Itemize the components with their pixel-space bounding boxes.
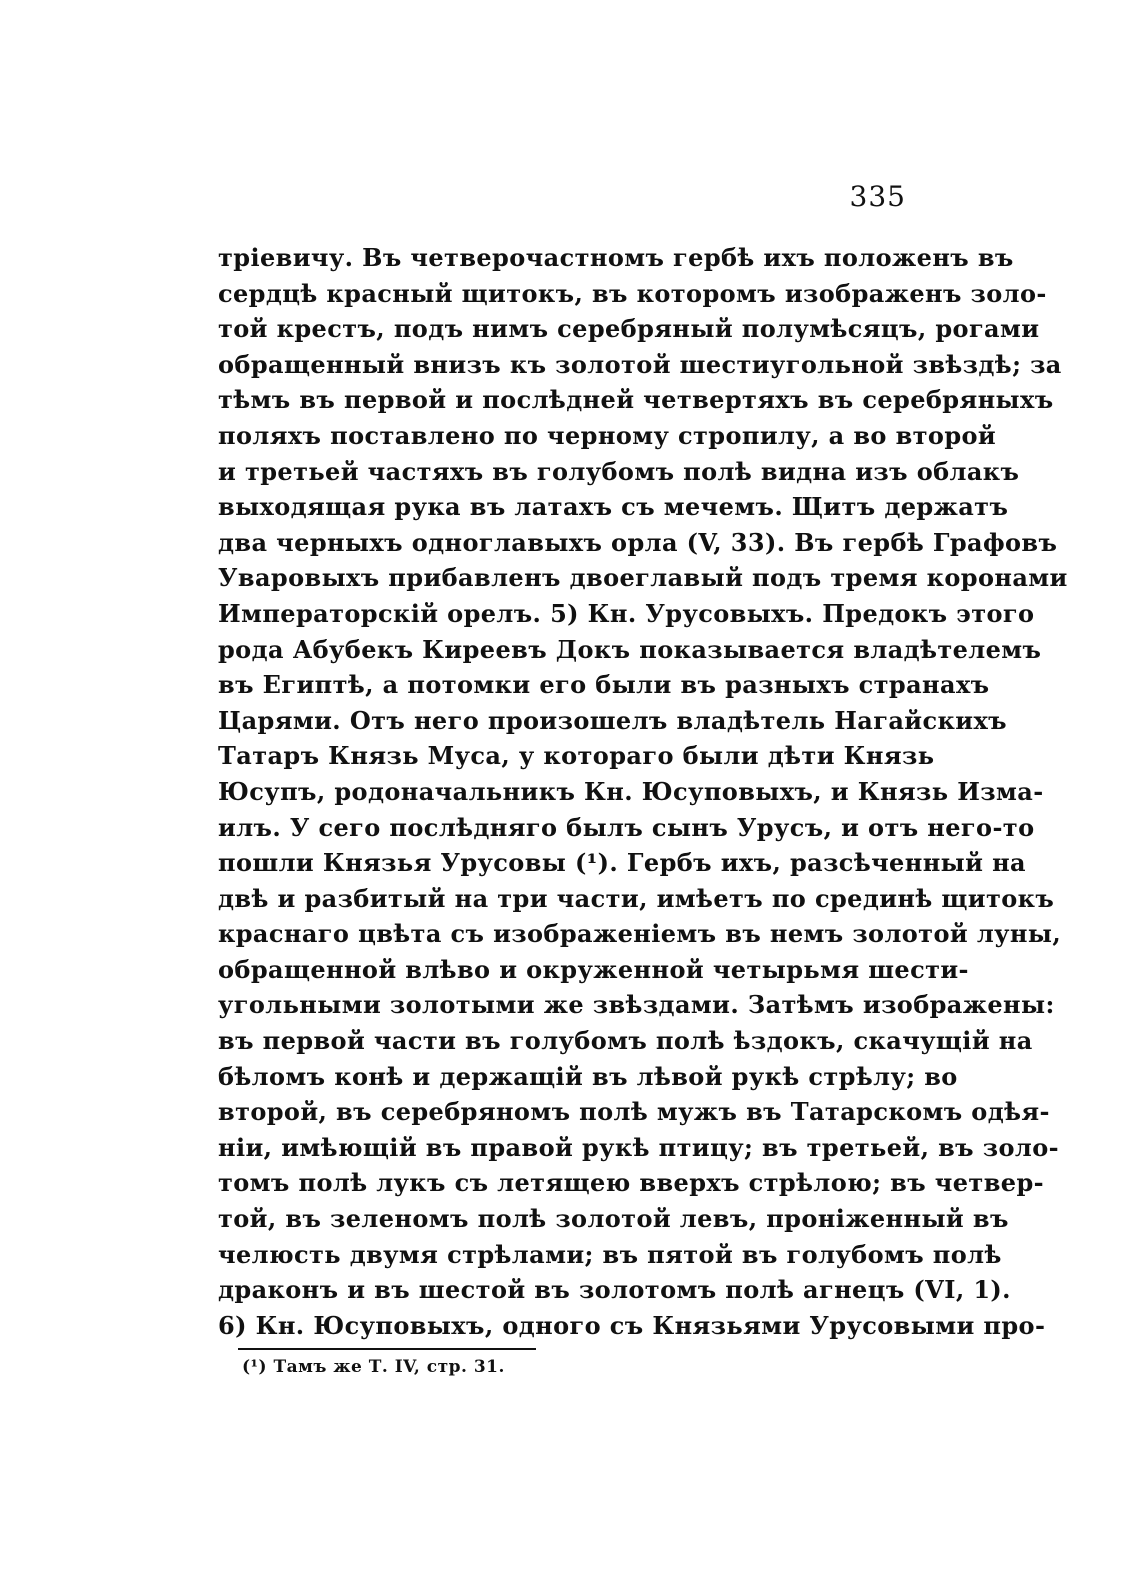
text-line: той, въ зеленомъ полѣ золотой левъ, проніженный въ <box>218 1204 1009 1234</box>
text-line: томъ полѣ лукъ съ летящею вверхъ стрѣлою; въ четвер- <box>218 1168 1044 1198</box>
text-line: Татаръ Князь Муса, у котораго были дѣти Князь <box>218 741 935 771</box>
text-line: два черныхъ одноглавыхъ орла (V, 33). Въ гербѣ Графовъ <box>218 527 1058 557</box>
text-line: и третьей частяхъ въ голубомъ полѣ видна изъ облакъ <box>218 456 1020 486</box>
text-line: второй, въ серебряномъ полѣ мужъ въ Татарскомъ одѣя- <box>218 1097 1050 1127</box>
text-line: тѣмъ въ первой и послѣдней четвертяхъ въ серебряныхъ <box>218 385 1054 415</box>
body-text <box>218 240 1068 1343</box>
text-line: илъ. У сего послѣдняго былъ сынъ Урусъ, и отъ него-то <box>218 812 1035 842</box>
text-line: угольными золотыми же звѣздами. Затѣмъ изображены: <box>218 990 1055 1020</box>
text-line: драконъ и въ шестой въ золотомъ полѣ агнецъ (VI, 1). <box>218 1275 1011 1305</box>
text-line: Царями. Отъ него произошелъ владѣтель Нагайскихъ <box>218 705 1007 735</box>
text-line: 6) Кн. Юсуповыхъ, одного съ Князьями Урусовыми про- <box>218 1310 1046 1340</box>
text-line: краснаго цвѣта съ изображеніемъ въ немъ золотой луны, <box>218 919 1062 949</box>
text-line: ніи, имѣющій въ правой рукѣ птицу; въ третьей, въ золо- <box>218 1132 1059 1162</box>
text-line: Уваровыхъ прибавленъ двоеглавый подъ тремя коронами <box>218 563 1068 593</box>
text-line: обращенной влѣво и окруженной четырьмя шести- <box>218 954 969 984</box>
footnote: (¹) Тамъ же Т. IV, стр. 31. <box>242 1357 505 1377</box>
text-line: поляхъ поставлено по черному стропилу, а во второй <box>218 420 997 450</box>
text-line: той крестъ, подъ нимъ серебряный полумѣсяцъ, рогами <box>218 314 1040 344</box>
text-line: бѣломъ конѣ и держащій въ лѣвой рукѣ стрѣлу; во <box>218 1061 958 1091</box>
text-line: въ первой части въ голубомъ полѣ ѣздокъ, скачущій на <box>218 1026 1033 1056</box>
text-line: тріевичу. Въ четверочастномъ гербѣ ихъ положенъ въ <box>218 243 1014 272</box>
text-line: рода Абубекъ Киреевъ Докъ показывается владѣтелемъ <box>218 634 1042 664</box>
text-line: выходящая рука въ латахъ съ мечемъ. Щитъ держатъ <box>218 492 1009 522</box>
footnote-divider <box>238 1348 536 1350</box>
text-line: обращенный внизъ къ золотой шестиугольной звѣздѣ; за <box>218 349 1062 379</box>
text-line: въ Египтѣ, а потомки его были въ разныхъ странахъ <box>218 670 990 700</box>
text-line: челюсть двумя стрѣлами; въ пятой въ голубомъ полѣ <box>218 1239 1002 1269</box>
text-line: сердцѣ красный щитокъ, въ которомъ изображенъ золо- <box>218 278 1047 308</box>
text-line: пошли Князья Урусовы (¹). Гербъ ихъ, разсѣченный на <box>218 848 1026 878</box>
page-number: 335 <box>849 180 906 213</box>
text-line: Юсупъ, родоначальникъ Кн. Юсуповыхъ, и Князь Изма- <box>218 776 1044 806</box>
text-line: двѣ и разбитый на три части, имѣетъ по срединѣ щитокъ <box>218 883 1055 913</box>
text-line: Императорскій орелъ. 5) Кн. Урусовыхъ. Предокъ этого <box>218 598 1035 628</box>
